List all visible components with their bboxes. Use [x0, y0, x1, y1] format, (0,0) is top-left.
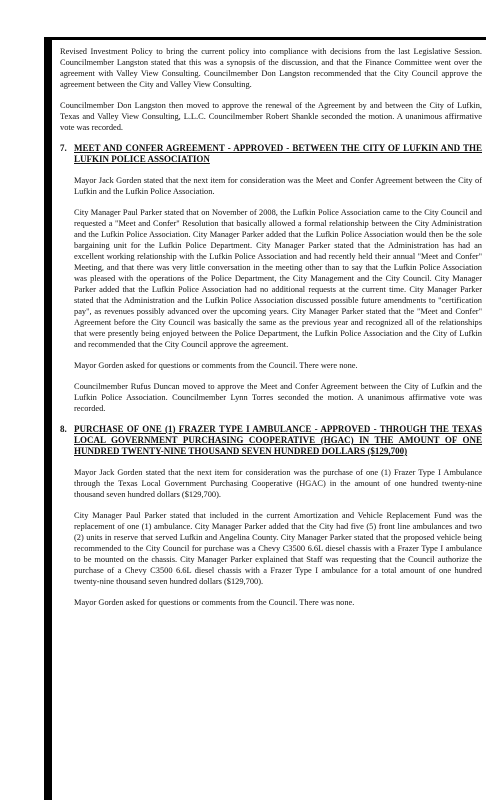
paragraph: Mayor Jack Gorden stated that the next item for consideration was the purchase of one (1) Frazer Type I Ambulance through the Texas Local Government Purchasing Cooperative (HGAC) in the amount of one hundred twenty-nine thousand seven hundred dollars ($129,700). — [74, 468, 482, 499]
agenda-item-title: PURCHASE OF ONE (1) FRAZER TYPE I AMBULANCE - APPROVED - THROUGH THE TEXAS LOCAL GOVERNMENT PURCHASING COOPERATIVE (HGAC) IN THE AMOUNT OF ONE HUNDRED TWENTY-NINE THOUSAND SEVEN HUNDRED DOLLARS ($129,700) — [74, 424, 482, 456]
agenda-item-number: 7. — [60, 143, 67, 153]
paragraph: Mayor Gorden asked for questions or comments from the Council. There was none. — [74, 598, 355, 607]
paragraph: City Manager Paul Parker stated that on November of 2008, the Lufkin Police Association came to the City Council and requested a "Meet and Confer" Resolution that basically allowed a formal relationship between the City Administration and the Lufkin Police Association. City Manager Parker added that the Lufkin Police Association would then be the sole bargaining unit for the Lufkin Police Department. City Manager Parker stated that the Administration has had an excellent working relationship with the Lufkin Police Association and had recently held their annual "Meet and Confer" Meeting, and that there was very little conversation in the meeting other than to say that the Lufkin Police Association was pleased with the operations of the Police Department, the City Management and the City Council. City Manager Parker added that the Lufkin Police Association had no additional requests at the current time. City Manager Parker stated that the Administration and the Lufkin Police Association discussed possible future amendments to "certification pay", as revenues possibly advanced over the upcoming years. City Manager Parker stated that the "Meet and Confer" Agreement before the City Council was basically the same as the previous year and recognized all of the relationships that were presently being enjoyed between the Police Department, the Lufkin Police Association and the City of Lufkin and recommended that the City Council approve the agreement. — [74, 208, 482, 349]
paragraph: Councilmember Don Langston then moved to approve the renewal of the Agreement by and between the City of Lufkin, Texas and Valley View Consulting, L.L.C. Councilmember Robert Shankle seconded the motion. A unanimous affirmative vote was recorded. — [60, 101, 482, 132]
paragraph: Councilmember Rufus Duncan moved to approve the Meet and Confer Agreement between the City of Lufkin and the Lufkin Police Association. Councilmember Lynn Torres seconded the motion. A unanimous affirmative vote was recorded. — [74, 382, 482, 413]
agenda-item-body — [74, 467, 482, 608]
agenda-item-number: 8. — [60, 424, 67, 434]
agenda-item-title: MEET AND CONFER AGREEMENT - APPROVED - BETWEEN THE CITY OF LUFKIN AND THE LUFKIN POLICE ASSOCIATION — [74, 143, 482, 164]
agenda-item-heading — [60, 424, 482, 457]
document-page — [52, 40, 486, 800]
agenda-item-heading — [60, 143, 482, 165]
minutes-body — [60, 46, 482, 618]
agenda-item-body — [74, 175, 482, 414]
paragraph: Mayor Jack Gorden stated that the next item for consideration was the Meet and Confer Agreement between the City of Lufkin and the Lufkin Police Association. — [74, 176, 482, 196]
paragraph: Mayor Gorden asked for questions or comments from the Council. There were none. — [74, 361, 358, 370]
paragraph: City Manager Paul Parker stated that included in the current Amortization and Vehicle Replacement Fund was the replacement of one (1) ambulance. City Manager Parker added that the City had five (5) front line ambulances and two (2) units in reserve that served Lufkin and Angelina County. City Manager Parker stated that the proposed vehicle being recommended to the City Council for purchase was a Chevy C3500 6.6L diesel chassis with a Frazer Type I ambulance to be mounted on the chassis. City Manager Parker explained that Staff was requesting that the Council authorize the purchase of a Chevy C3500 6.6L diesel chassis with a Frazer Type I ambulance for a total amount of one hundred twenty-nine thousand seven hundred dollars ($129,700). — [74, 511, 482, 586]
paragraph: Revised Investment Policy to bring the current policy into compliance with decisions from the last Legislative Session. Councilmember Langston stated that this was a synopsis of the discussion, and that the Finance Committee went over the agreement with Valley View Consulting. Councilmember Don Langston recommended that the City Council approve the agreement between the City and Valley View Consulting. — [60, 47, 482, 89]
